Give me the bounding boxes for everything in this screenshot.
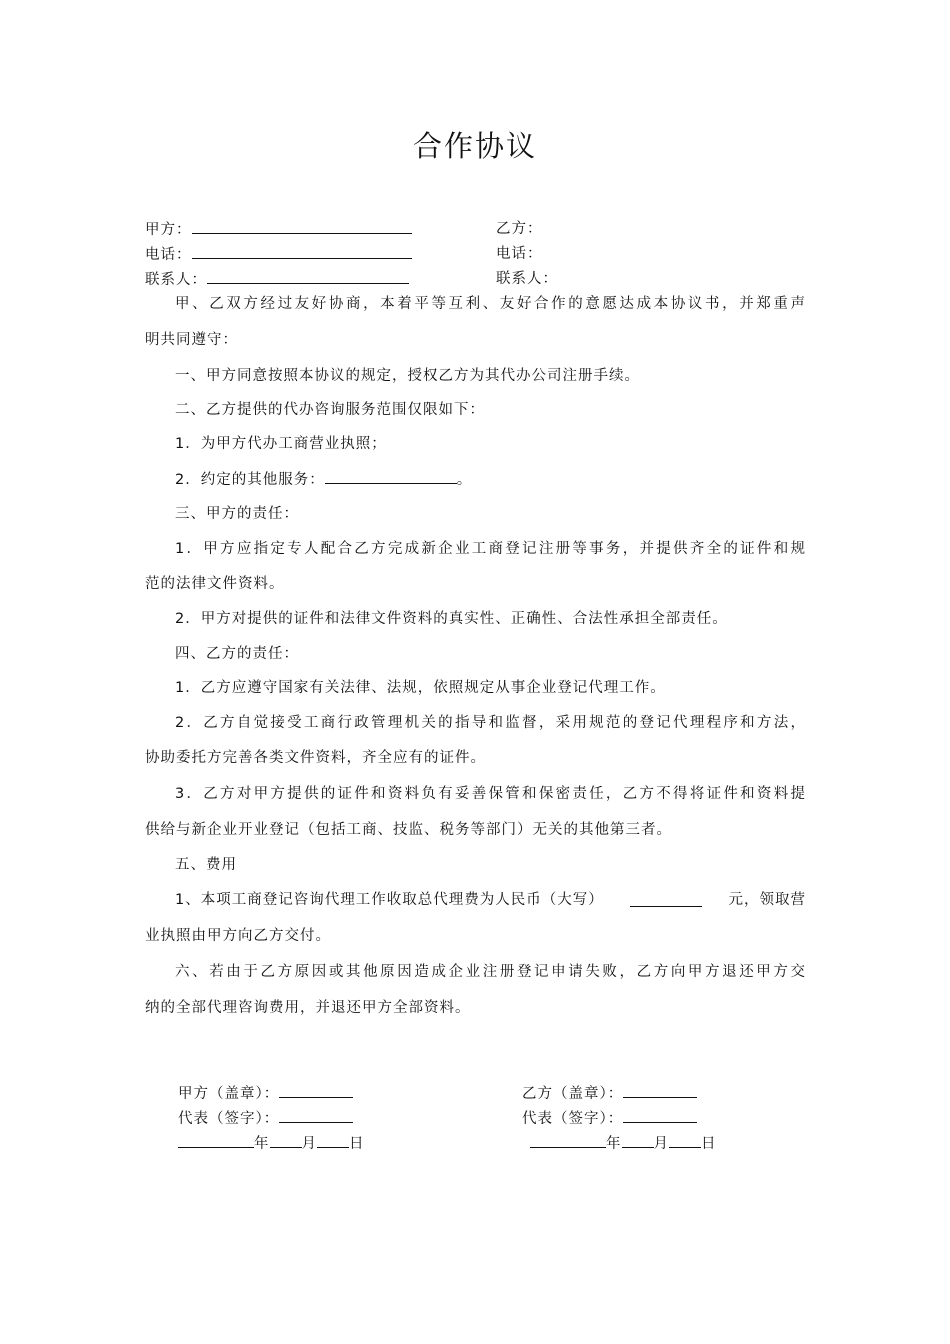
section-2-item-2-label: 2．约定的其他服务： — [175, 472, 325, 488]
party-b-rep-field — [522, 1108, 697, 1129]
party-a-phone-label: 电话： — [145, 247, 192, 263]
intro-line-1: 甲、乙双方经过友好协商，本着平等互利、友好合作的意愿达成本协议书，并郑重声 — [175, 296, 806, 312]
section-2-item-1: 1．为甲方代办工商营业执照； — [175, 436, 387, 452]
party-b-year-blank[interactable] — [530, 1133, 606, 1148]
intro-line-2: 明共同遵守： — [145, 332, 238, 348]
party-b-month-label: 月 — [653, 1136, 669, 1152]
party-b-contact-label: 联系人： — [496, 271, 558, 287]
party-a-date-field — [178, 1133, 365, 1154]
other-services-blank[interactable] — [325, 469, 457, 484]
party-a-rep-label: 代表（签字）： — [178, 1111, 280, 1127]
party-a-seal-label: 甲方（盖章）： — [178, 1086, 280, 1102]
party-a-year-blank[interactable] — [178, 1133, 254, 1148]
party-a-day-blank[interactable] — [317, 1133, 349, 1148]
section-5-item-1-line-2: 业执照由甲方向乙方交付。 — [145, 928, 331, 944]
party-a-contact-label: 联系人： — [145, 272, 207, 288]
party-b-label: 乙方： — [496, 221, 543, 237]
section-4-heading: 四、乙方的责任： — [175, 646, 299, 662]
party-b-phone-label: 电话： — [496, 246, 543, 262]
fee-label: 1、本项工商登记咨询代理工作收取总代理费为人民币（大写） — [175, 892, 604, 908]
section-5-heading: 五、费用 — [175, 857, 237, 873]
document-title: 合作协议 — [412, 129, 537, 163]
party-a-contact-field — [145, 269, 409, 290]
party-a-contact-blank[interactable] — [207, 269, 409, 284]
party-a-seal-field — [178, 1083, 353, 1104]
section-2-item-2 — [175, 469, 472, 490]
party-b-seal-blank[interactable] — [623, 1083, 697, 1098]
party-a-month-label: 月 — [301, 1136, 317, 1152]
section-4-item-3-line-2: 供给与新企业开业登记（包括工商、技监、税务等部门）无关的其他第三者。 — [145, 822, 672, 838]
party-a-day-label: 日 — [349, 1136, 365, 1152]
party-b-date-field — [530, 1133, 717, 1154]
fee-amount-blank[interactable] — [630, 892, 702, 907]
section-4-item-1: 1．乙方应遵守国家有关法律、法规，依照规定从事企业登记代理工作。 — [175, 680, 666, 696]
party-a-blank[interactable] — [192, 219, 412, 234]
party-b-month-blank[interactable] — [622, 1133, 654, 1148]
party-b-rep-label: 代表（签字）： — [522, 1111, 624, 1127]
party-a-field — [145, 219, 412, 240]
party-b-seal-label: 乙方（盖章）： — [522, 1086, 624, 1102]
party-a-month-blank[interactable] — [270, 1133, 302, 1148]
party-b-day-blank[interactable] — [669, 1133, 701, 1148]
party-a-rep-field — [178, 1108, 353, 1129]
section-3-heading: 三、甲方的责任： — [175, 506, 299, 522]
section-3-item-1-line-2: 范的法律文件资料。 — [145, 576, 285, 592]
section-4-item-3-line-1: 3．乙方对甲方提供的证件和资料负有妥善保管和保密责任，乙方不得将证件和资料提 — [175, 786, 806, 802]
section-2-heading: 二、乙方提供的代办咨询服务范围仅限如下： — [175, 402, 485, 418]
party-a-phone-blank[interactable] — [192, 244, 412, 259]
section-3-item-2: 2．甲方对提供的证件和法律文件资料的真实性、正确性、合法性承担全部责任。 — [175, 611, 728, 627]
party-a-year-label: 年 — [254, 1136, 270, 1152]
section-3-item-1-line-1: 1．甲方应指定专人配合乙方完成新企业工商登记注册等事务，并提供齐全的证件和规 — [175, 541, 806, 557]
fee-suffix: 元，领取营 — [728, 892, 806, 908]
party-a-phone-field — [145, 244, 412, 265]
party-a-rep-blank[interactable] — [279, 1108, 353, 1123]
party-b-day-label: 日 — [701, 1136, 717, 1152]
section-6-line-1: 六、若由于乙方原因或其他原因造成企业注册登记申请失败，乙方向甲方退还甲方交 — [175, 964, 806, 980]
section-2-item-2-end: 。 — [456, 472, 473, 488]
party-b-rep-blank[interactable] — [623, 1108, 697, 1123]
party-b-seal-field — [522, 1083, 697, 1104]
section-5-item-1-line-1 — [175, 890, 806, 910]
section-4-item-2-line-1: 2．乙方自觉接受工商行政管理机关的指导和监督，采用规范的登记代理程序和方法， — [175, 715, 806, 731]
party-a-seal-blank[interactable] — [279, 1083, 353, 1098]
party-a-label: 甲方： — [145, 222, 192, 238]
section-4-item-2-line-2: 协助委托方完善各类文件资料，齐全应有的证件。 — [145, 750, 486, 766]
section-1: 一、甲方同意按照本协议的规定，授权乙方为其代办公司注册手续。 — [175, 368, 640, 384]
section-6-line-2: 纳的全部代理咨询费用，并退还甲方全部资料。 — [145, 1000, 471, 1016]
party-b-year-label: 年 — [606, 1136, 622, 1152]
